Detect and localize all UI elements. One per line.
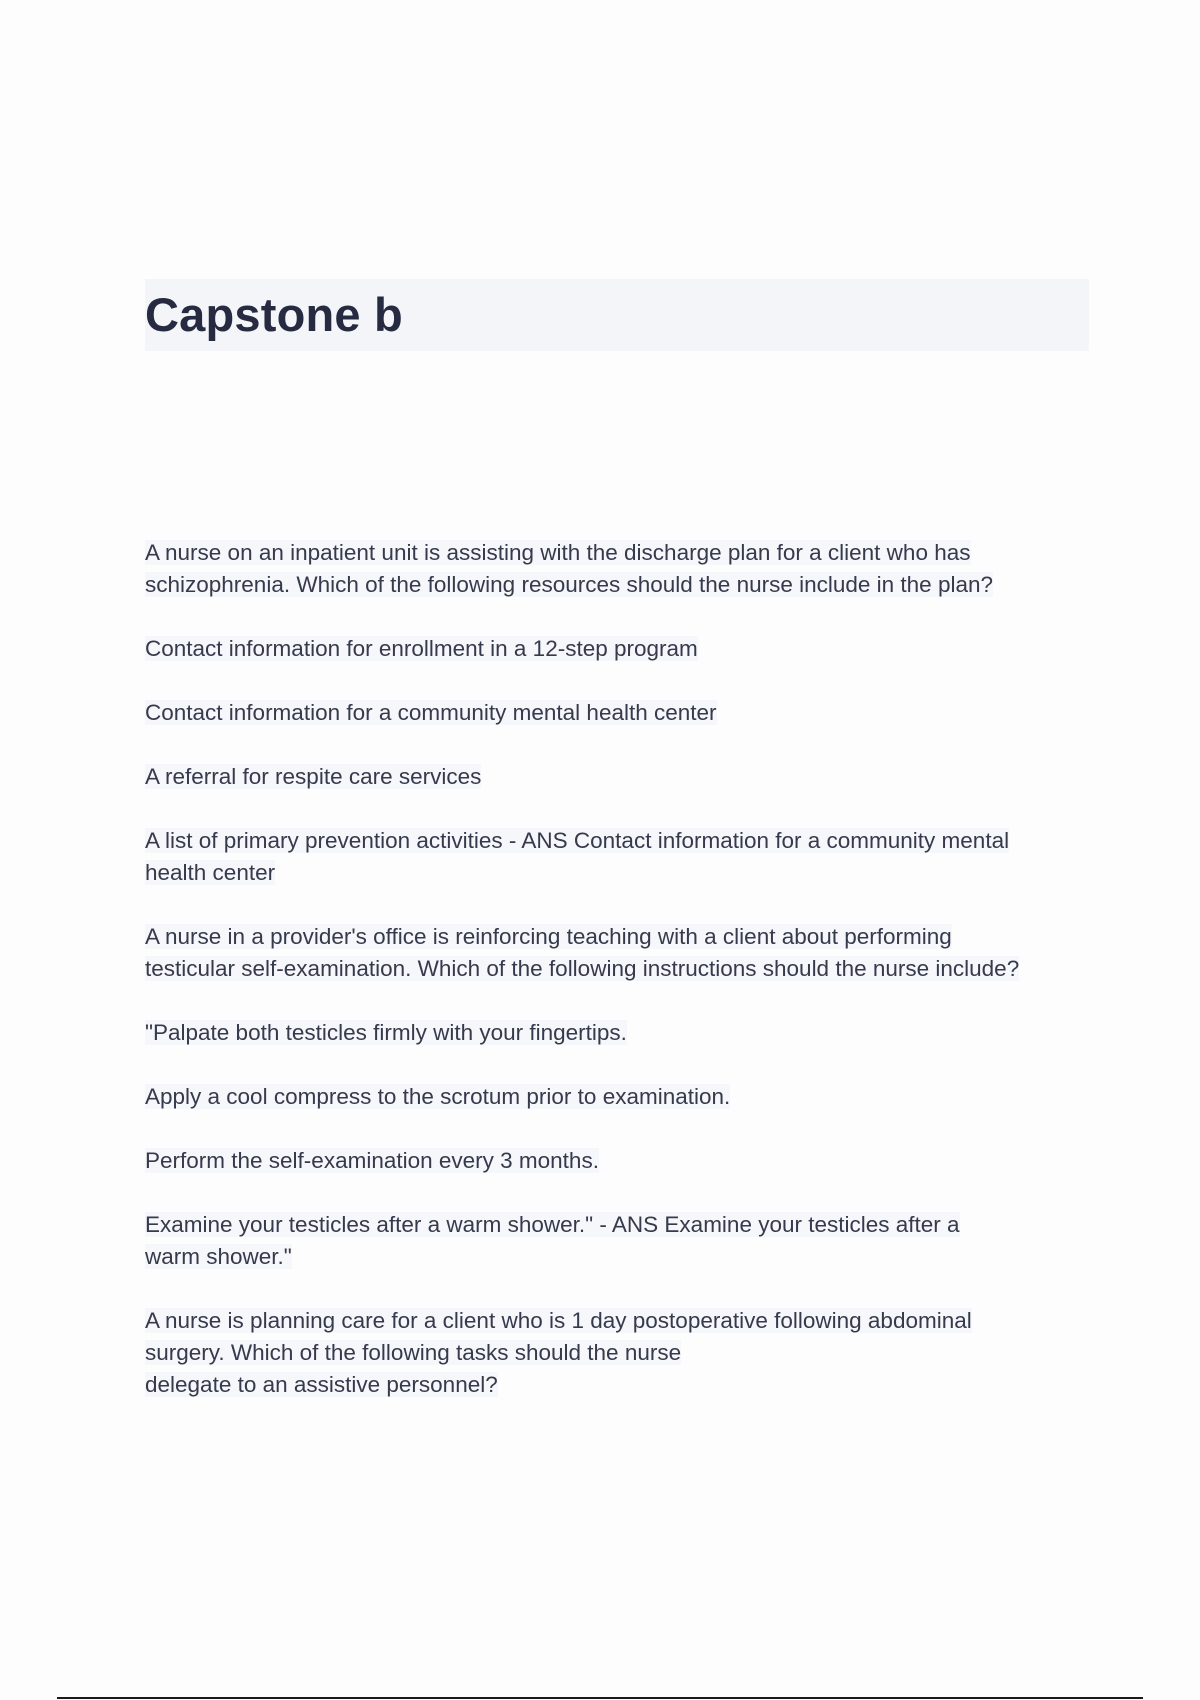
paragraph-text: A nurse on an inpatient unit is assisting with the discharge plan for a client who has schizophrenia. Which of the following resources should the nurse include in the plan? <box>145 540 994 597</box>
paragraph <box>145 1209 1095 1273</box>
paragraph-text: Perform the self-examination every 3 months. <box>145 1148 599 1173</box>
paragraph <box>145 633 1095 665</box>
document-title: Capstone b <box>145 288 403 341</box>
paragraph <box>145 697 1095 729</box>
paragraph <box>145 761 1095 793</box>
paragraph-text: Contact information for a community mental health center <box>145 700 717 725</box>
paragraph <box>145 1145 1095 1177</box>
footer-divider <box>57 1697 1143 1699</box>
paragraph-text: Contact information for enrollment in a 12-step program <box>145 636 698 661</box>
paragraph-text: A referral for respite care services <box>145 764 482 789</box>
paragraph <box>145 1081 1095 1113</box>
paragraph-text: A list of primary prevention activities - ANS Contact information for a community mental health center <box>145 828 1010 885</box>
paragraph <box>145 921 1095 985</box>
paragraph-text: A nurse in a provider's office is reinforcing teaching with a client about performing testicular self-examination. Which of the following instructions should the nurse include? <box>145 924 1020 981</box>
paragraph-text: "Palpate both testicles firmly with your fingertips. <box>145 1020 627 1045</box>
paragraph <box>145 1305 1095 1401</box>
paragraph <box>145 825 1095 889</box>
paragraph-text: Apply a cool compress to the scrotum prior to examination. <box>145 1084 731 1109</box>
paragraph-text: A nurse is planning care for a client who is 1 day postoperative following abdominal surgery. Which of the following tasks should the nurse delegate to an assistive personnel? <box>145 1308 972 1397</box>
paragraph <box>145 1017 1095 1049</box>
paragraph <box>145 537 1095 601</box>
paragraph-text: Examine your testicles after a warm shower." - ANS Examine your testicles after a warm shower." <box>145 1212 960 1269</box>
document-body <box>145 537 1095 1433</box>
